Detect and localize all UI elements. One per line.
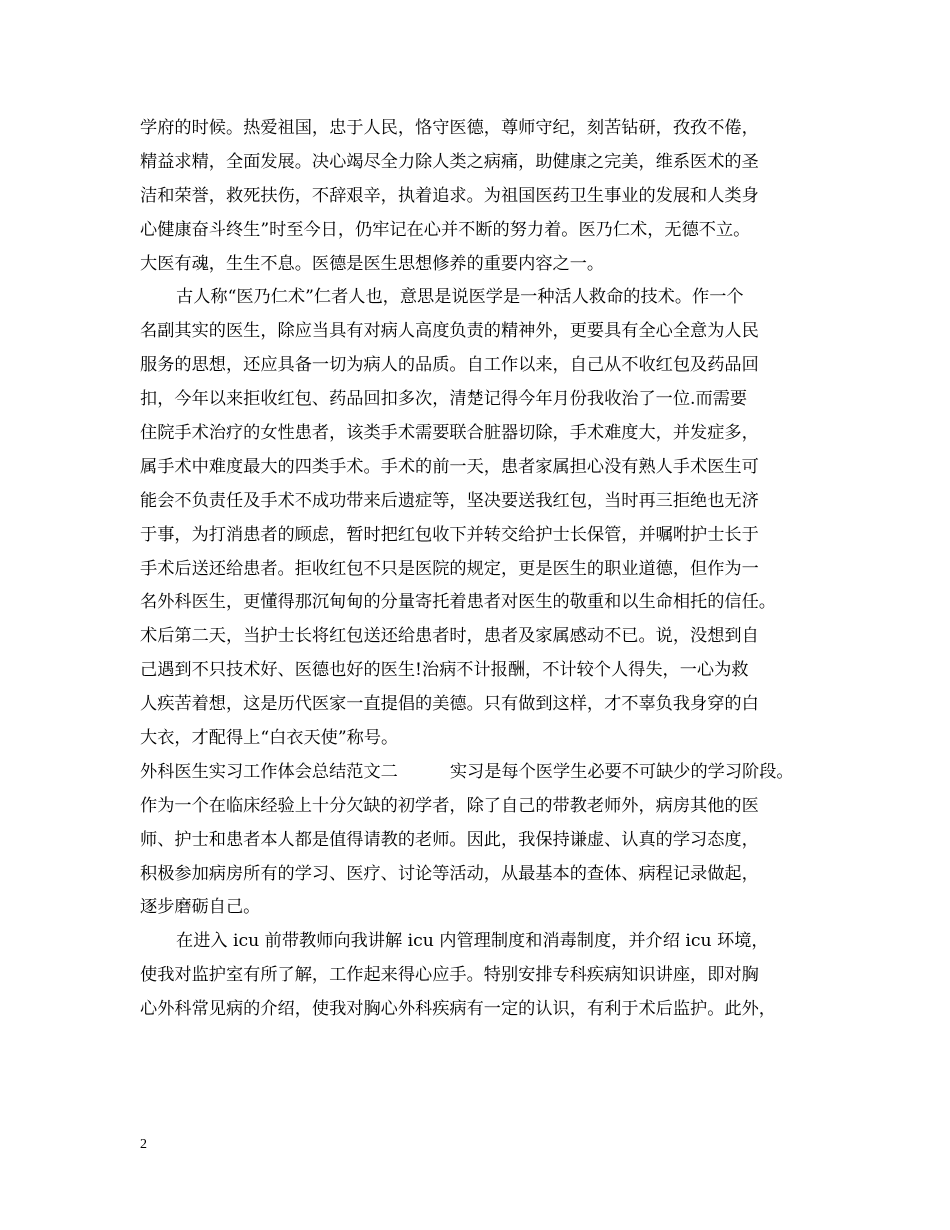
text-line: 大衣，才配得上“白衣天使”称号。 (140, 728, 399, 749)
text-line: 心健康奋斗终生”时至今日，仍牢记在心并不断的努力着。医乃仁术，无德不立。 (140, 219, 751, 240)
text-line: 洁和荣誉，救死扶伤，不辞艰辛，执着追求。为祖国医药卫生事业的发展和人类身 (140, 185, 759, 206)
text-line: 精益求精，全面发展。决心竭尽全力除人类之病痛，助健康之完美，维系医术的圣 (140, 151, 759, 172)
paragraph-first-line: 古人称“医乃仁术”仁者人也，意思是说医学是一种活人救命的技术。作一个 (176, 287, 744, 308)
text-line: 手术后送还给患者。拒收红包不只是医院的规定，更是医生的职业道德，但作为一 (140, 558, 759, 579)
text-line: 属手术中难度最大的四类手术。手术的前一天，患者家属担心没有熟人手术医生可 (140, 456, 759, 477)
text-line: 学府的时候。热爱祖国，忠于人民，恪守医德，尊师守纪，刻苦钻研，孜孜不倦， (140, 118, 759, 138)
text-line: 住院手术治疗的女性患者，该类手术需要联合脏器切除，手术难度大，并发症多， (140, 423, 759, 444)
paragraph-first-line: 在进入 icu 前带教师向我讲解 icu 内管理制度和消毒制度，并介绍 icu 环境， (176, 931, 769, 952)
text-line: 己遇到不只技术好、医德也好的医生!治病不计报酬，不计较个人得失，一心为救 (140, 660, 749, 681)
text-line: 逐步磨砺自己。 (140, 897, 261, 918)
text-line: 术后第二天，当护士长将红包送还给患者时，患者及家属感动不已。说，没想到自 (140, 626, 759, 647)
text-line: 名外科医生，更懂得那沉甸甸的分量寄托着患者对医生的敬重和以生命相托的信任。 (140, 592, 776, 613)
section-heading-line (140, 756, 830, 790)
text-line: 作为一个在临床经验上十分欠缺的初学者，除了自己的带教老师外，病房其他的医 (140, 795, 759, 816)
text-line: 于事，为打消患者的顾虑，暂时把红包收下并转交给护士长保管，并嘱咐护士长于 (140, 524, 759, 545)
text-line: 扣，今年以来拒收红包、药品回扣多次，清楚记得今年月份我收治了一位.而需要 (140, 389, 748, 410)
section-title: 外科医生实习工作体会总结范文二 (140, 761, 398, 782)
text-line: 人疾苦着想，这是历代医家一直提倡的美德。只有做到这样，才不辜负我身穿的白 (140, 694, 759, 715)
text-line: 服务的思想，还应具备一切为病人的品质。自工作以来，自己从不收红包及药品回 (140, 355, 759, 376)
text-line: 能会不负责任及手术不成功带来后遗症等，坚决要送我红包，当时再三拒绝也无济 (140, 490, 759, 511)
text-line: 积极参加病房所有的学习、医疗、讨论等活动，从最基本的查体、病程记录做起， (140, 863, 759, 884)
text-line: 心外科常见病的介绍，使我对胸心外科疾病有一定的认识，有利于术后监护。此外， (140, 999, 776, 1020)
page-number: 2 (140, 1137, 147, 1152)
text-line: 使我对监护室有所了解，工作起来得心应手。特别安排专科疾病知识讲座，即对胸 (140, 965, 759, 986)
section-first-sentence: 实习是每个医学生必要不可缺少的学习阶段。 (449, 761, 794, 782)
text-line: 名副其实的医生，除应当具有对病人高度负责的精神外，更要具有全心全意为人民 (140, 321, 759, 342)
document-body (140, 112, 830, 1027)
text-line: 师、护士和患者本人都是值得请教的老师。因此，我保持谦虚、认真的学习态度， (140, 829, 759, 850)
text-line: 大医有魂，生生不息。医德是医生思想修养的重要内容之一。 (140, 253, 605, 274)
